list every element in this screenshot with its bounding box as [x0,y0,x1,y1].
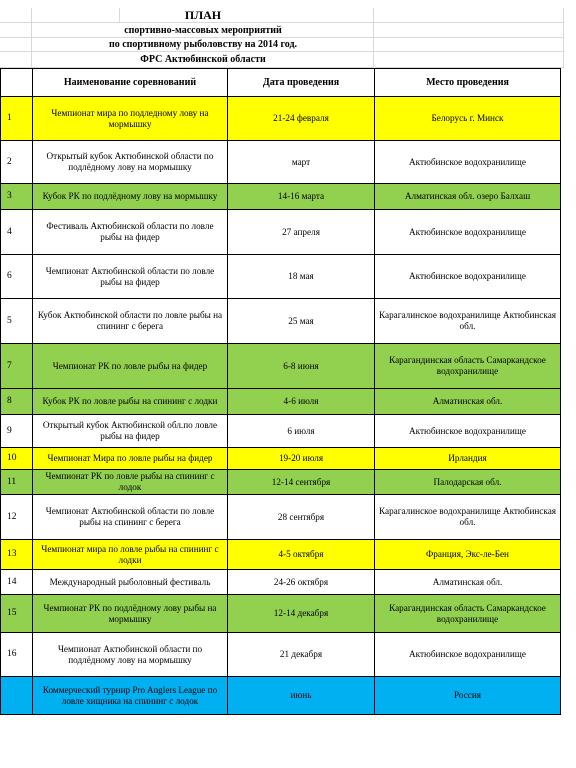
row-number: 15 [1,595,33,633]
event-date: 12-14 сентября [228,470,375,495]
table-row [1,470,561,495]
event-date: 27 апреля [228,210,375,255]
table-row [1,184,561,210]
event-date: 6 июля [228,415,375,448]
plan-subtitle-3: ФРС Актюбинской области [140,54,266,65]
row-number: 3 [1,184,33,210]
event-place: Актюбинское водохранилище [375,141,561,184]
plan-subtitle-1: спортивно-массовых мероприятий [124,25,282,36]
event-date: март [228,141,375,184]
table-row [1,570,561,595]
event-date: 28 сентября [228,495,375,540]
event-name: Кубок РК по ловле рыбы на спининг с лодки [33,389,228,415]
table-row [1,141,561,184]
event-place: Палодарская обл. [375,470,561,495]
row-number: 12 [1,495,33,540]
event-place: Франция, Экс-ле-Бен [375,540,561,570]
col-header-place: Место проведения [375,69,561,97]
row-number: 11 [1,470,33,495]
event-place: Россия [375,677,561,715]
row-number: 9 [1,415,33,448]
event-place: Алматинская обл. [375,570,561,595]
event-place: Ирландия [375,448,561,470]
event-place: Актюбинское водохранилище [375,633,561,677]
table-row [1,299,561,344]
row-number: 5 [1,299,33,344]
event-name: Чемпионат РК по ловле рыбы на фидер [33,344,228,389]
table-row [1,495,561,540]
col-header-number [1,69,33,97]
event-name: Чемпионат РК по подлёдному лову рыбы на мормышку [33,595,228,633]
table-row [1,540,561,570]
event-name: Международный рыболовный фестиваль [33,570,228,595]
event-place: Актюбинское водохранилище [375,210,561,255]
event-date: июнь [228,677,375,715]
event-name: Чемпионат РК по ловле рыбы на спининг с лодок [33,470,228,495]
event-place: Алматинская обл. [375,389,561,415]
event-date: 14-16 марта [228,184,375,210]
table-row [1,633,561,677]
event-date: 19-20 июля [228,448,375,470]
event-name: Чемпионат Актюбинской области по ловле рыбы на фидер [33,255,228,299]
row-number: 10 [1,448,33,470]
event-name: Коммерческий турнир Pro Anglers League по ловле хищника на спининг с лодок [33,677,228,715]
row-number: 7 [1,344,33,389]
table-header-row [1,69,561,97]
row-number: 4 [1,210,33,255]
table-row [1,595,561,633]
row-number: 14 [1,570,33,595]
row-number: 6 [1,255,33,299]
event-date: 21 декабря [228,633,375,677]
event-name: Чемпионат Мира по ловле рыбы на фидер [33,448,228,470]
event-place: Карагалинское водохранилище Актюбинская обл. [375,495,561,540]
event-date: 4-5 октября [228,540,375,570]
event-date: 24-26 октября [228,570,375,595]
table-row [1,415,561,448]
event-name: Чемпионат мира по подледному лову на мормышку [33,97,228,141]
plan-subtitle-2: по спортивному рыболовству на 2014 год. [108,39,298,50]
event-place: Карагандинская область Самаркандское водохранилище [375,595,561,633]
table-row [1,255,561,299]
event-name: Кубок РК по подлёдному лову на мормышку [33,184,228,210]
event-name: Чемпионат Актюбинской области по подлёдному лову на мормышку [33,633,228,677]
plan-title: ПЛАН [184,8,222,22]
event-date: 18 мая [228,255,375,299]
table-row [1,344,561,389]
event-date: 4-6 июля [228,389,375,415]
event-place: Актюбинское водохранилище [375,415,561,448]
event-name: Кубок Актюбинской области по ловле рыбы на спининг с берега [33,299,228,344]
event-name: Чемпионат мира по ловле рыбы на спининг с лодки [33,540,228,570]
col-header-date: Дата проведения [228,69,375,97]
row-number: 8 [1,389,33,415]
event-name: Чемпионат Актюбинской области по ловле рыбы на спининг с берега [33,495,228,540]
row-number: 1 [1,97,33,141]
event-name: Открытый кубок Актюбинской обл.по ловле рыбы на фидер [33,415,228,448]
row-number: 16 [1,633,33,677]
row-number: 2 [1,141,33,184]
event-date: 12-14 декабря [228,595,375,633]
event-name: Открытый кубок Актюбинской области по подлёдному лову на мормышку [33,141,228,184]
event-place: Карагалинское водохранилище Актюбинская обл. [375,299,561,344]
col-header-name: Наименование соревнований [33,69,228,97]
event-date: 25 мая [228,299,375,344]
event-place: Карагандинская область Самаркандское водохранилище [375,344,561,389]
table-row [1,210,561,255]
table-row [1,389,561,415]
event-name: Фестиваль Актюбинской области по ловле рыбы на фидер [33,210,228,255]
row-number [1,677,33,715]
event-date: 6-8 июня [228,344,375,389]
events-table [0,68,561,715]
event-place: Белорусь г. Минск [375,97,561,141]
table-row [1,97,561,141]
row-number: 13 [1,540,33,570]
event-place: Актюбинское водохранилище [375,255,561,299]
event-date: 21-24 февраля [228,97,375,141]
event-place: Алматинская обл. озеро Балхаш [375,184,561,210]
table-row [1,448,561,470]
table-row [1,677,561,715]
